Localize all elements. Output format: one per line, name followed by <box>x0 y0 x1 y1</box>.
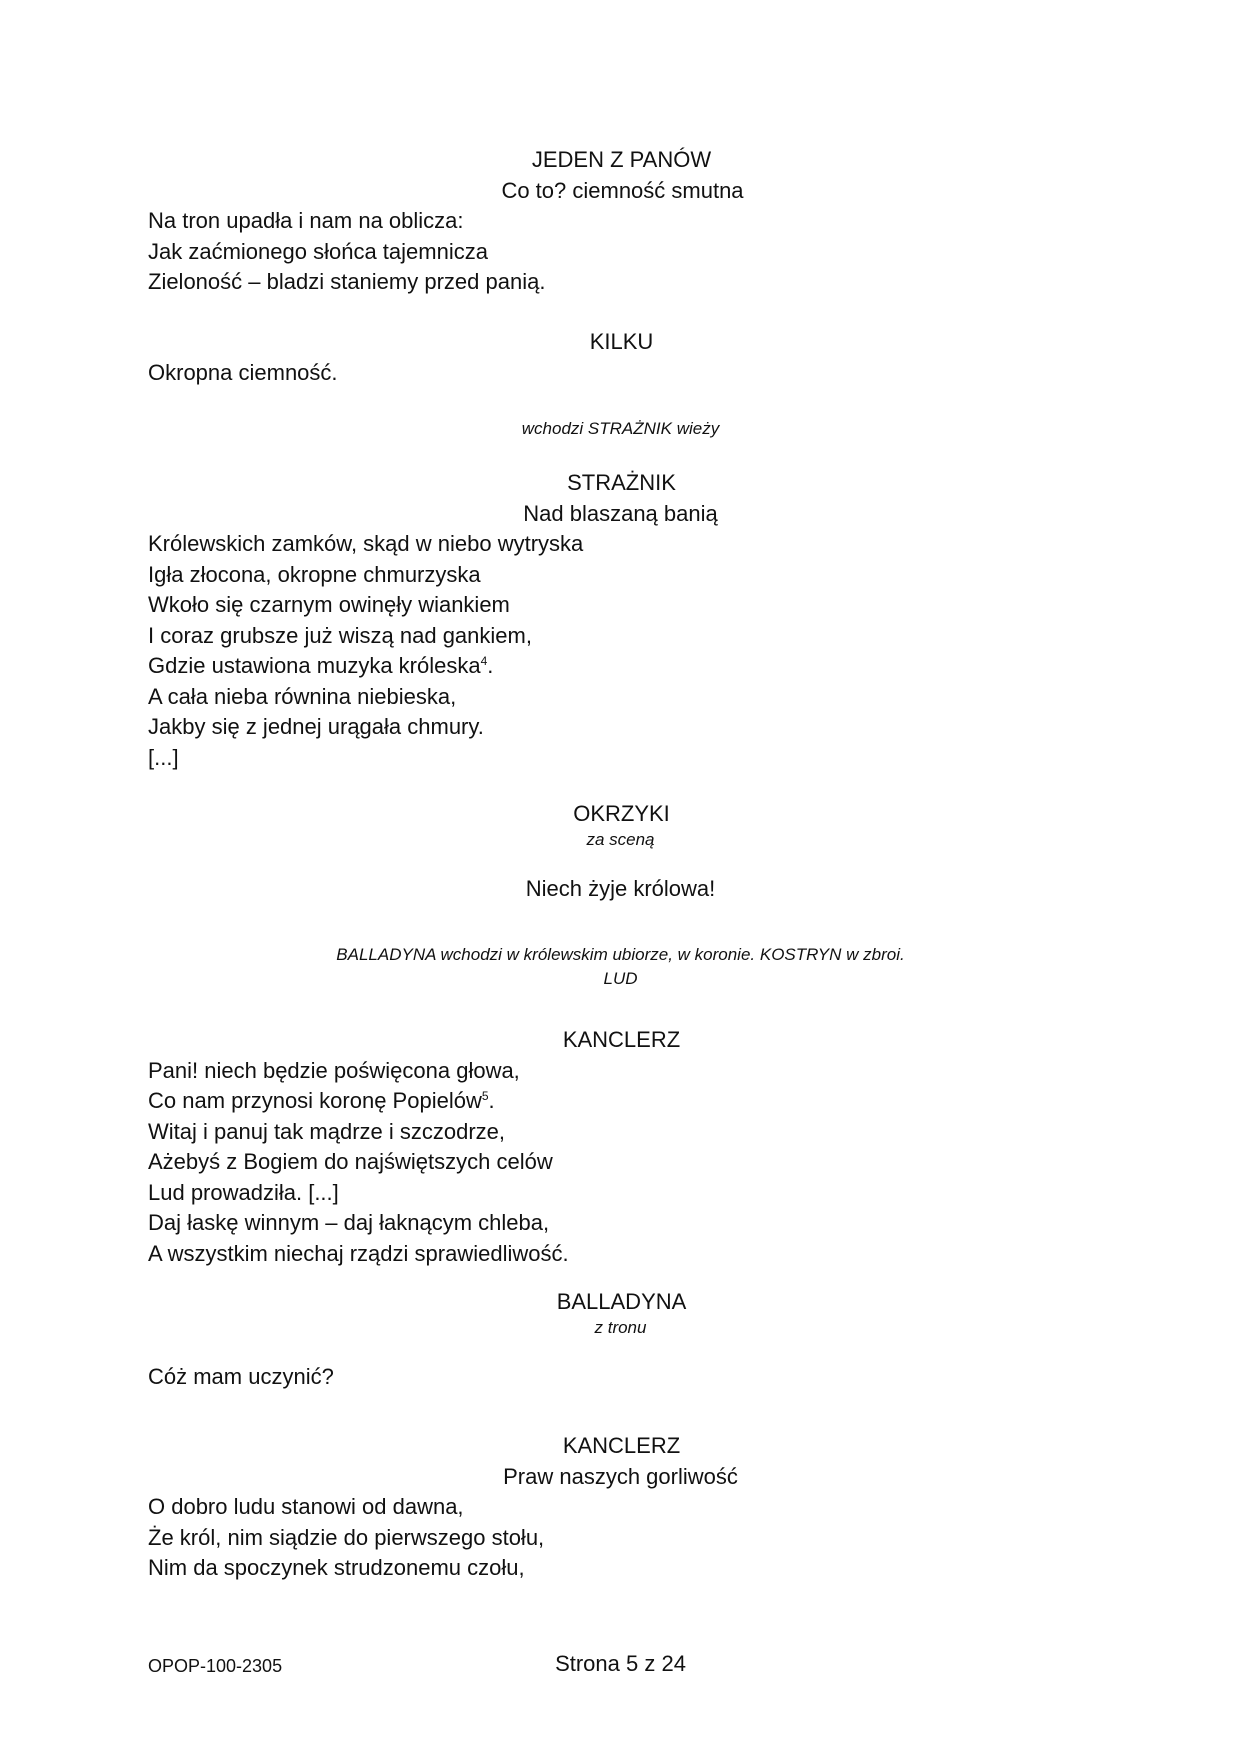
verse-line: A cała nieba równina niebieska, <box>148 683 457 709</box>
verse-line: Jak zaćmionego słońca tajemnicza <box>148 238 488 264</box>
speaker-name: KANCLERZ <box>562 1433 681 1458</box>
verse-line: Lud prowadziła. [...] <box>148 1179 339 1205</box>
verse-line: Jakby się z jednej urągała chmury. <box>148 714 484 739</box>
speech-balladyna <box>148 1287 1093 1392</box>
speech-kanclerz-2 <box>148 1431 1093 1584</box>
verse-line: Praw naszych gorliwość <box>503 1463 738 1489</box>
verse-line: Okropna ciemność. <box>148 359 338 385</box>
verse-line: Że król, nim siądzie do pierwszego stołu, <box>148 1524 545 1550</box>
verse-line: Witaj i panuj tak mądrze i szczodrze, <box>148 1118 506 1144</box>
verse-line: Na tron upadła i nam na oblicza: <box>148 208 464 233</box>
stage-direction-line: LUD <box>603 969 638 988</box>
verse-line: Ażebyś z Bogiem do najświętszych celów <box>148 1149 553 1174</box>
stage-direction: wchodzi STRAŻNIK wieży <box>521 419 720 438</box>
punctuation: . <box>487 653 494 678</box>
verse-line: Zieloność – bladzi staniemy przed panią. <box>148 269 546 294</box>
verse-line: Co to? ciemność smutna <box>501 177 744 203</box>
speech-okrzyki <box>148 799 1093 904</box>
verse-line: Pani! niech będzie poświęcona głowa, <box>148 1057 520 1083</box>
verse-line: Wkoło się czarnym owinęły wiankiem <box>148 592 510 617</box>
verse-line: Niech żyje królowa! <box>525 875 716 901</box>
verse-text: Co nam przynosi koronę Popielów <box>148 1088 482 1113</box>
verse-line: [...] <box>148 744 179 770</box>
speaker-name: KANCLERZ <box>562 1027 681 1052</box>
speaker-name: KILKU <box>589 329 654 354</box>
stage-direction-line: BALLADYNA wchodzi w królewskim ubiorze, w koronie. KOSTRYN w zbroi. <box>336 945 905 964</box>
punctuation: . <box>488 1088 495 1113</box>
speech-jeden-z-panow <box>148 145 1093 298</box>
verse-line: Królewskich zamków, skąd w niebo wytryska <box>148 531 584 556</box>
stage-direction: z tronu <box>594 1317 647 1337</box>
speech-straznik <box>148 468 1093 773</box>
verse-line: A wszystkim niechaj rządzi sprawiedliwość. <box>148 1240 569 1266</box>
verse-line: Igła złocona, okropne chmurzyska <box>148 561 481 587</box>
speaker-name: JEDEN Z PANÓW <box>531 147 712 172</box>
document-code: OPOP-100-2305 <box>148 1656 283 1676</box>
page-number: Strona 5 z 24 <box>555 1651 686 1676</box>
verse-line: Nim da spoczynek strudzonemu czołu, <box>148 1555 525 1580</box>
stage-direction: za sceną <box>586 829 655 849</box>
verse-line: I coraz grubsze już wiszą nad gankiem, <box>148 622 532 648</box>
footnote-marker: 5 <box>481 1089 489 1103</box>
verse-line: Cóż mam uczynić? <box>148 1363 334 1389</box>
verse-line: O dobro ludu stanowi od dawna, <box>148 1494 464 1519</box>
verse-line-with-footnote <box>148 651 1093 682</box>
speaker-name: OKRZYKI <box>573 801 670 826</box>
speaker-name: STRAŻNIK <box>567 470 676 495</box>
speaker-name: BALLADYNA <box>556 1289 687 1314</box>
speech-kilku <box>148 327 1093 388</box>
verse-text: Gdzie ustawiona muzyka króleska <box>148 653 481 678</box>
footnote-marker: 4 <box>480 654 488 668</box>
stage-direction <box>148 943 1093 991</box>
speech-kanclerz <box>148 1025 1093 1269</box>
verse-line: Daj łaskę winnym – daj łaknącym chleba, <box>148 1210 550 1235</box>
verse-line: Nad blaszaną banią <box>523 500 718 526</box>
verse-line-with-footnote <box>148 1086 1093 1117</box>
